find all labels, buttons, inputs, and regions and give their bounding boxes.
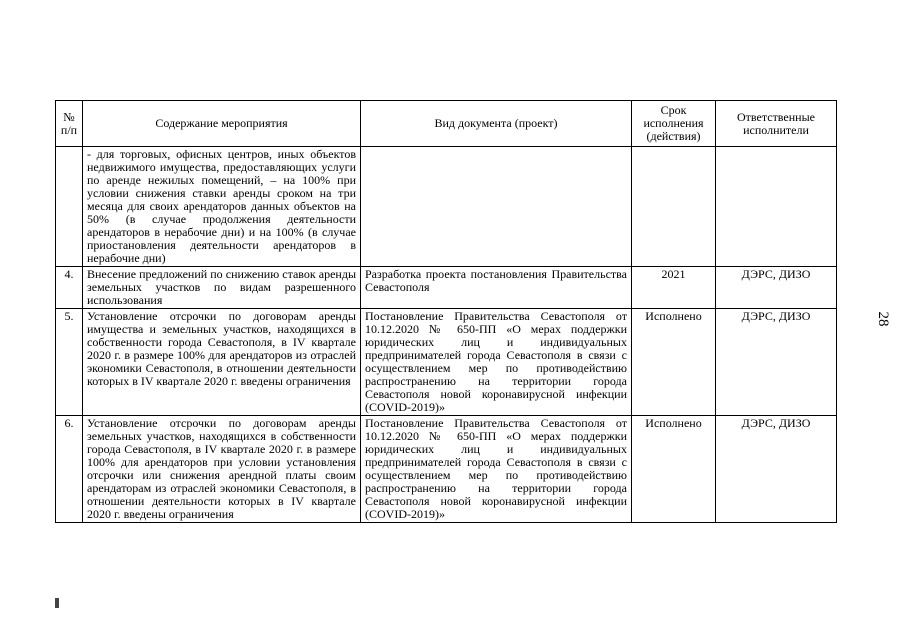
cell-content: - для торговых, офисных центров, иных объектов недвижимого имущества, предоставляющих услуги по аренде нежилых помещений, – на 100% при условии снижения ставки аренды сроком на три месяца для своих арендаторов данных объектов на 50% (в случае продолжения деятельности арендаторов в нерабочие дни) и на 100% (в случае приостановления деятельности арендаторов в нерабочие дни) bbox=[83, 147, 361, 267]
header-resp: Ответственные исполнители bbox=[716, 101, 837, 147]
table-row bbox=[56, 309, 837, 416]
measures-table bbox=[55, 100, 837, 523]
cell-term: 2021 bbox=[632, 267, 716, 309]
table-header bbox=[56, 101, 837, 147]
cell-num: 4. bbox=[56, 267, 83, 309]
cell-term: Исполнено bbox=[632, 416, 716, 523]
scan-artifact-mark bbox=[55, 598, 59, 608]
cell-content: Установление отсрочки по договорам аренды земельных участков, находящихся в собственности города Севастополя, в IV квартале 2020 г. в размере 100% для арендаторов при условии установления отсрочки или снижения арендной платы своим арендаторам из отраслей экономики Севастополя, в отношении деятельности которых в IV квартале 2020 г. введены ограничения bbox=[83, 416, 361, 523]
cell-responsible: ДЭРС, ДИЗО bbox=[716, 416, 837, 523]
table-row bbox=[56, 147, 837, 267]
table-body bbox=[56, 147, 837, 523]
cell-document-type: Постановление Правительства Севастополя от 10.12.2020 № 650-ПП «О мерах поддержки юридических лиц и индивидуальных предпринимателей города Севастополя в связи с осуществлением мер по противодействию распространению на территории города Севастополя новой коронавирусной инфекции (COVID-2019)» bbox=[361, 309, 632, 416]
header-doc: Вид документа (проект) bbox=[361, 101, 632, 147]
table-row bbox=[56, 416, 837, 523]
cell-content: Внесение предложений по снижению ставок аренды земельных участков по видам разрешенного использования bbox=[83, 267, 361, 309]
cell-responsible bbox=[716, 147, 837, 267]
header-content: Содержание мероприятия bbox=[83, 101, 361, 147]
cell-num bbox=[56, 147, 83, 267]
table-row bbox=[56, 267, 837, 309]
cell-term: Исполнено bbox=[632, 309, 716, 416]
cell-document-type: Разработка проекта постановления Правительства Севастополя bbox=[361, 267, 632, 309]
cell-num: 5. bbox=[56, 309, 83, 416]
cell-num: 6. bbox=[56, 416, 83, 523]
cell-responsible: ДЭРС, ДИЗО bbox=[716, 267, 837, 309]
header-term: Срок исполнения (действия) bbox=[632, 101, 716, 147]
cell-responsible: ДЭРС, ДИЗО bbox=[716, 309, 837, 416]
cell-document-type bbox=[361, 147, 632, 267]
cell-document-type: Постановление Правительства Севастополя от 10.12.2020 № 650-ПП «О мерах поддержки юридических лиц и индивидуальных предпринимателей города Севастополя в связи с осуществлением мер по противодействию распространению на территории города Севастополя новой коронавирусной инфекции (COVID-2019)» bbox=[361, 416, 632, 523]
header-row bbox=[56, 101, 837, 147]
page-number: 28 bbox=[875, 311, 891, 327]
cell-content: Установление отсрочки по договорам аренды имущества и земельных участков, находящихся в собственности города Севастополя, в IV квартале 2020 г. в размере 100% для арендаторов из отраслей экономики Севастополя, в отношении деятельности которых в IV квартале 2020 г. введены ограничения bbox=[83, 309, 361, 416]
cell-term bbox=[632, 147, 716, 267]
header-num: № п/п bbox=[56, 101, 83, 147]
